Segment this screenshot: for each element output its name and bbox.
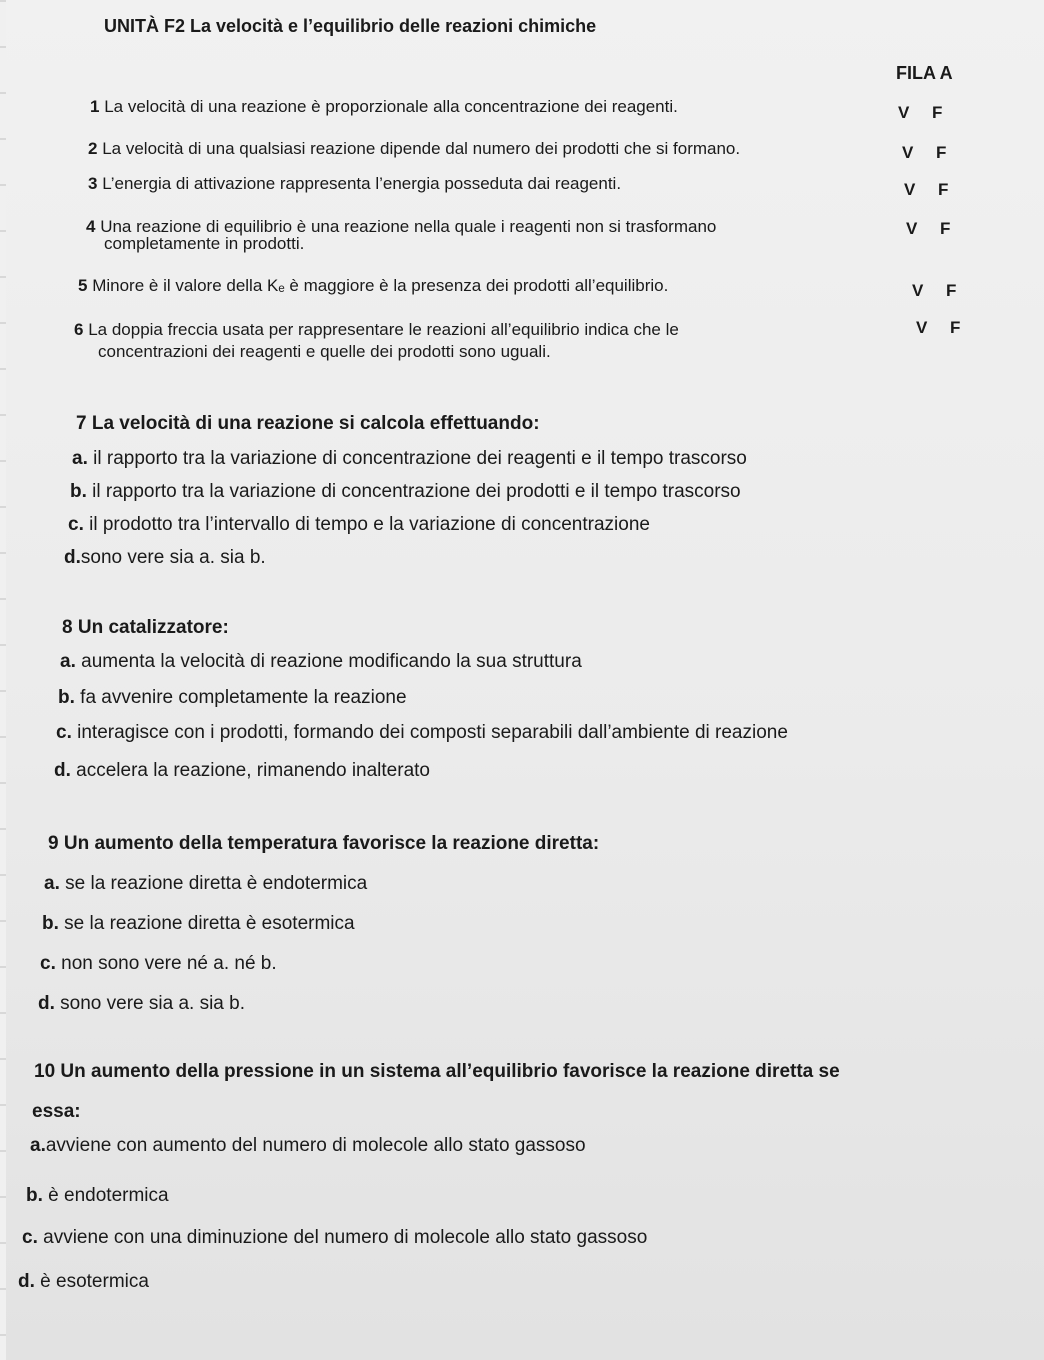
question-7-title: 7 La velocità di una reazione si calcola effettuando: [76, 413, 540, 434]
q10-option-c[interactable]: c. avviene con una diminuzione del numero di molecole allo stato gassoso [22, 1227, 648, 1248]
tf-item-3: 3 L’energia di attivazione rappresenta l’energia posseduta dai reagenti. [88, 174, 622, 193]
tf-choice-6[interactable]: V F [916, 318, 961, 337]
tf-item-1: 1 La velocità di una reazione è proporzionale alla concentrazione dei reagenti. [90, 97, 678, 116]
tf-choice-4[interactable]: V F [906, 219, 951, 238]
q9-option-d[interactable]: d. sono vere sia a. sia b. [38, 993, 245, 1014]
tf-choice-2[interactable]: V F [902, 143, 947, 162]
q8-option-c[interactable]: c. interagisce con i prodotti, formando dei composti separabili dall’ambiente di reazione [56, 722, 788, 743]
q10-option-b[interactable]: b. è endotermica [26, 1185, 169, 1206]
q8-option-b[interactable]: b. fa avvenire completamente la reazione [58, 687, 407, 708]
tf-choice-3[interactable]: V F [904, 180, 949, 199]
q8-option-a[interactable]: a. aumenta la velocità di reazione modificando la sua struttura [60, 651, 582, 672]
tf-item-2: 2 La velocità di una qualsiasi reazione dipende dal numero dei prodotti che si formano. [88, 139, 741, 158]
question-8-title: 8 Un catalizzatore: [62, 617, 229, 638]
q7-option-d[interactable]: d.sono vere sia a. sia b. [64, 547, 266, 568]
q7-option-a[interactable]: a. il rapporto tra la variazione di concentrazione dei reagenti e il tempo trascorso [72, 448, 747, 469]
tf-item-4: 4 Una reazione di equilibrio è una reazione nella quale i reagenti non si trasformano [86, 217, 717, 236]
question-10-title: 10 Un aumento della pressione in un sistema all’equilibrio favorisce la reazione diretta se [34, 1061, 840, 1082]
q9-option-a[interactable]: a. se la reazione diretta è endotermica [44, 873, 368, 894]
q10-option-a[interactable]: a.avviene con aumento del numero di molecole allo stato gassoso [30, 1135, 586, 1156]
binder-margin [0, 0, 6, 1360]
tf-item-6-cont: concentrazioni dei reagenti e quelle dei prodotti sono uguali. [98, 342, 551, 361]
q10-option-d[interactable]: d. è esotermica [18, 1271, 149, 1292]
tf-choice-5[interactable]: V F [912, 281, 957, 300]
q9-option-b[interactable]: b. se la reazione diretta è esotermica [42, 913, 355, 934]
q8-option-d[interactable]: d. accelera la reazione, rimanendo inalterato [54, 760, 430, 781]
question-10-title-cont: essa: [32, 1101, 81, 1122]
tf-item-6: 6 La doppia freccia usata per rappresentare le reazioni all’equilibrio indica che le [74, 320, 679, 339]
tf-choice-1[interactable]: V F [898, 103, 943, 122]
tf-item-5: 5 Minore è il valore della Kₑ è maggiore è la presenza dei prodotti all’equilibrio. [78, 276, 669, 295]
unit-title: UNITÀ F2 La velocità e l’equilibrio delle reazioni chimiche [104, 16, 597, 36]
q7-option-c[interactable]: c. il prodotto tra l’intervallo di tempo e la variazione di concentrazione [68, 514, 650, 535]
question-9-title: 9 Un aumento della temperatura favorisce la reazione diretta: [48, 833, 600, 854]
q9-option-c[interactable]: c. non sono vere né a. né b. [40, 953, 277, 974]
q7-option-b[interactable]: b. il rapporto tra la variazione di concentrazione dei prodotti e il tempo trascorso [70, 481, 741, 502]
tf-item-4-cont: completamente in prodotti. [104, 234, 305, 253]
fila-label: FILA A [896, 63, 953, 83]
